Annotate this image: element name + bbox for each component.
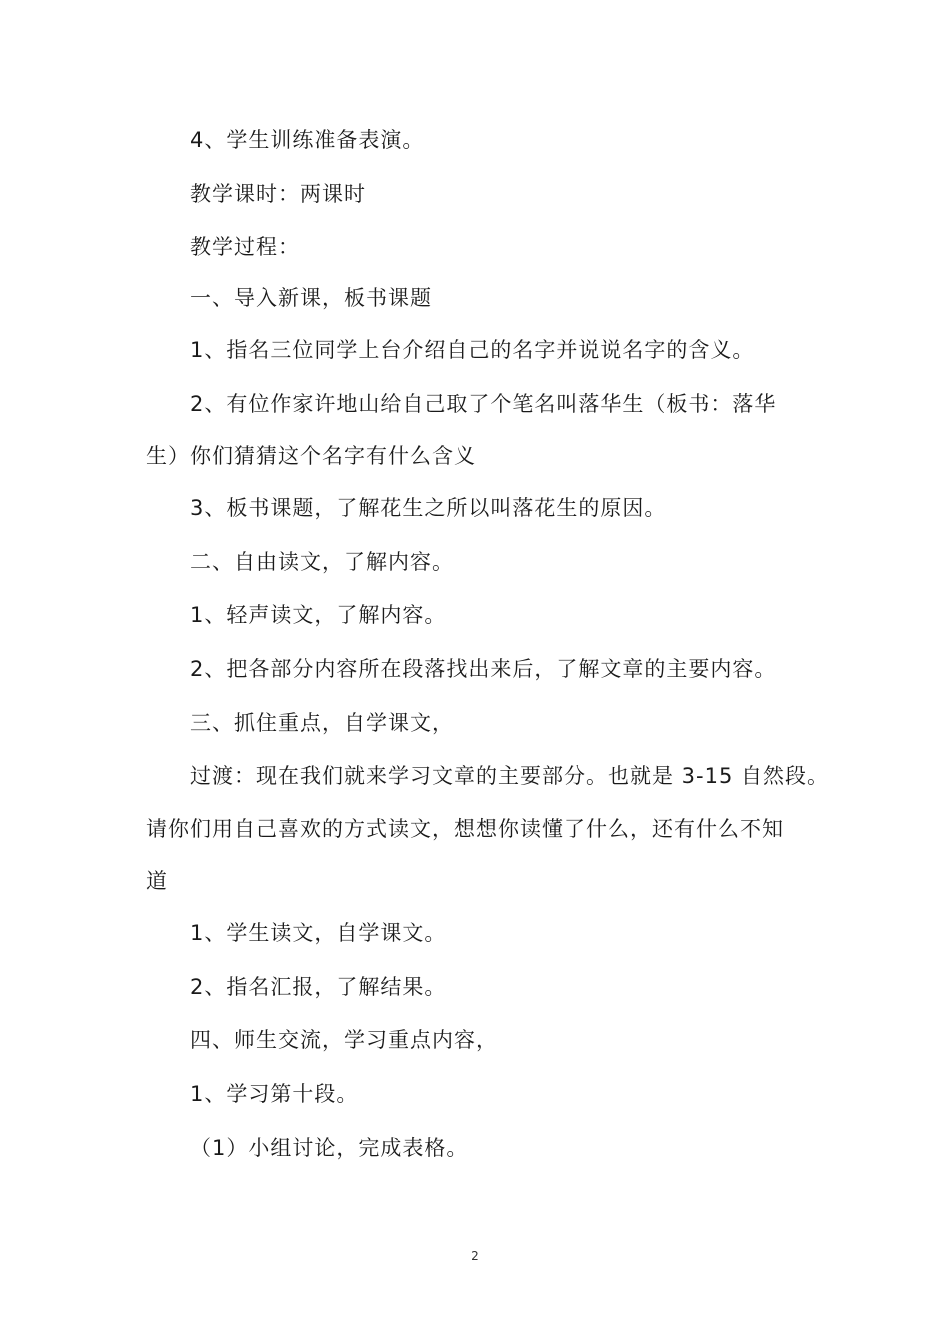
text-line: 道 — [146, 869, 168, 893]
section-heading: 二、自由读文，了解内容。 — [190, 550, 454, 574]
text-line: 生）你们猜猜这个名字有什么含义 — [146, 444, 476, 468]
text-line: 1、学习第十段。 — [190, 1082, 359, 1106]
text-line: 3、板书课题，了解花生之所以叫落花生的原因。 — [190, 496, 667, 520]
text-line: 教学课时：两课时 — [190, 182, 366, 206]
section-heading: 一、导入新课，板书课题 — [190, 286, 432, 310]
text-line: 4、学生训练准备表演。 — [190, 128, 425, 152]
section-heading: 四、师生交流，学习重点内容， — [190, 1028, 498, 1052]
text-line: 1、学生读文，自学课文。 — [190, 921, 447, 945]
section-heading: 三、抓住重点，自学课文， — [190, 711, 454, 735]
text-line: 1、轻声读文，了解内容。 — [190, 603, 447, 627]
text-line: （1）小组讨论，完成表格。 — [190, 1136, 469, 1160]
page-number: 2 — [471, 1249, 479, 1263]
text-line: 教学过程： — [190, 235, 300, 259]
text-line: 2、指名汇报，了解结果。 — [190, 975, 447, 999]
text-line: 过渡：现在我们就来学习文章的主要部分。也就是 3-15 自然段。 — [190, 764, 830, 788]
text-line: 请你们用自己喜欢的方式读文，想想你读懂了什么，还有什么不知 — [146, 817, 784, 841]
text-line: 1、指名三位同学上台介绍自己的名字并说说名字的含义。 — [190, 338, 755, 362]
text-line: 2、把各部分内容所在段落找出来后，了解文章的主要内容。 — [190, 657, 777, 681]
text-line: 2、有位作家许地山给自己取了个笔名叫落华生（板书：落华 — [190, 392, 777, 416]
